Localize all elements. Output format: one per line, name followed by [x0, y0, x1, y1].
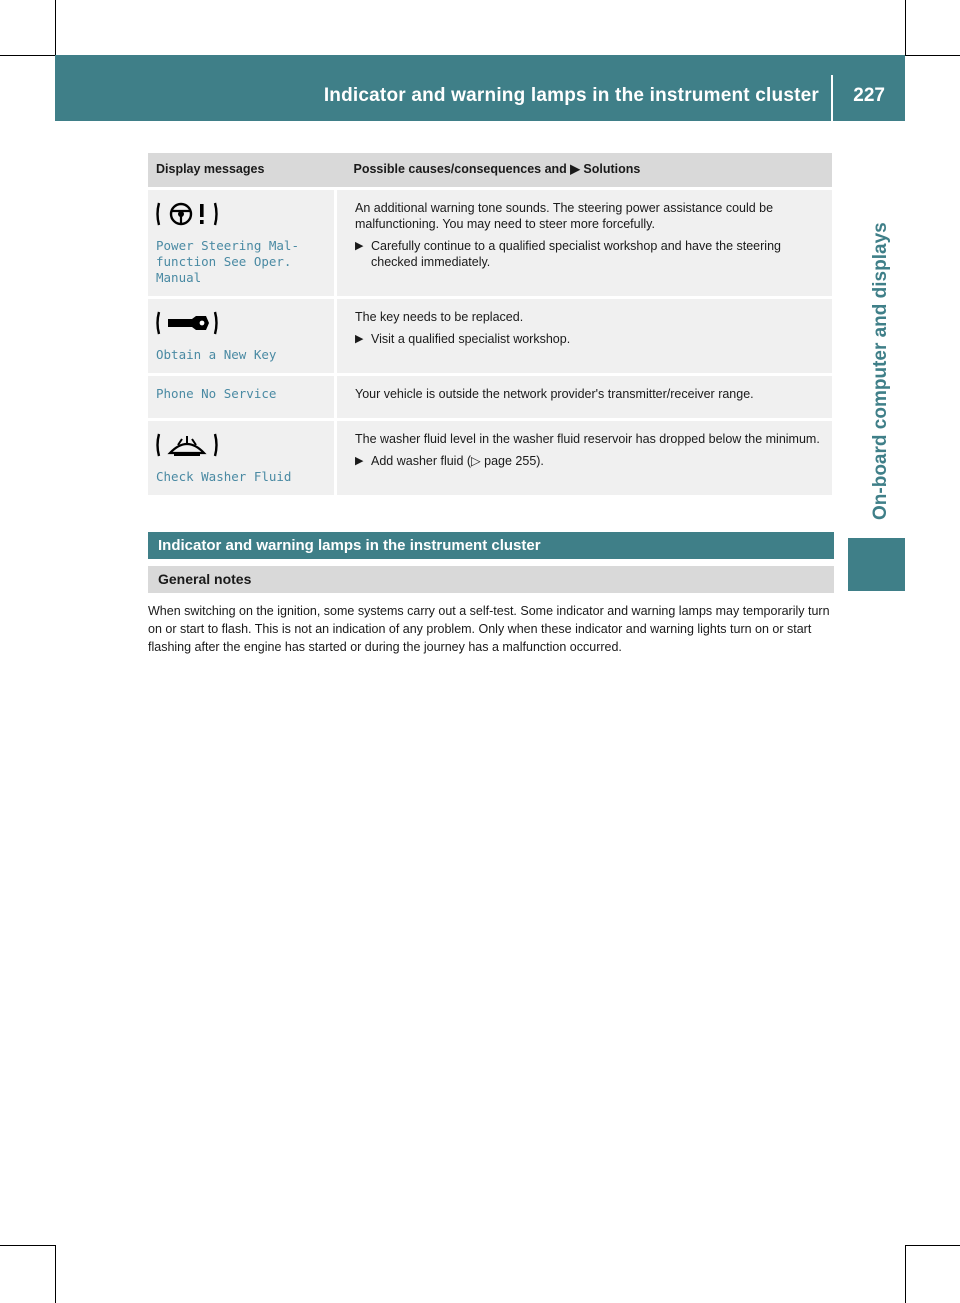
- display-message-text: Obtain a New Key: [156, 347, 277, 362]
- message-cell: [148, 420, 336, 496]
- crop-mark: [55, 0, 56, 55]
- solution-text: Add washer fluid (▷ page 255).: [371, 454, 544, 468]
- solution-step: [355, 331, 824, 347]
- side-tab-block: [848, 538, 905, 591]
- power-steering-warning-icon: [156, 200, 218, 232]
- cause-cell: [336, 189, 833, 298]
- solution-text: Visit a qualified specialist workshop.: [371, 332, 571, 346]
- arrow-icon: ▶: [355, 455, 364, 467]
- page-header: [55, 55, 905, 121]
- page-title: Indicator and warning lamps in the instrument cluster: [323, 85, 819, 106]
- section-heading: Indicator and warning lamps in the instrument cluster: [148, 532, 834, 559]
- display-message-text: Check Washer Fluid: [156, 469, 292, 484]
- table-row: [148, 375, 832, 420]
- crop-mark: [905, 55, 960, 56]
- solution-step: [355, 453, 824, 469]
- column-header-display-messages: Display messages: [148, 153, 336, 189]
- message-cell: [148, 298, 336, 375]
- cause-cell: [336, 298, 833, 375]
- column-header-solutions: Solutions: [583, 162, 641, 176]
- crop-mark: [905, 0, 906, 55]
- table-row: [148, 420, 832, 496]
- crop-mark: [0, 55, 55, 56]
- solution-step: [355, 238, 824, 270]
- cause-text: An additional warning tone sounds. The steering power assistance could be malfunctioning. You may need to steer more forcefully.: [355, 201, 774, 231]
- table-row: [148, 298, 832, 375]
- cause-text: The washer fluid level in the washer fluid reservoir has dropped below the minimum.: [355, 432, 820, 446]
- crop-mark: [905, 1245, 906, 1303]
- display-message-text: Power Steering Mal- function See Oper. Manual: [156, 238, 299, 285]
- column-header-causes-solutions: [336, 153, 833, 189]
- cause-text: Your vehicle is outside the network provider's transmitter/receiver range.: [355, 387, 754, 401]
- solution-text: Carefully continue to a qualified specialist workshop and have the steering checked immediately.: [371, 239, 781, 269]
- washer-fluid-icon: [156, 431, 218, 463]
- crop-mark: [55, 1245, 56, 1303]
- page-number: 227: [853, 85, 885, 106]
- subsection-heading: General notes: [148, 566, 834, 593]
- arrow-icon: ▶: [355, 333, 364, 345]
- cause-text: The key needs to be replaced.: [355, 310, 524, 324]
- header-divider: [831, 75, 833, 121]
- crop-mark: [905, 1245, 960, 1246]
- side-tab-label: On-board computer and displays: [870, 222, 891, 520]
- display-message-text: Phone No Service: [156, 386, 277, 401]
- body-paragraph: When switching on the ignition, some systems carry out a self-test. Some indicator and warning lamps may temporarily turn on or start to flash. This is not an indication of any problem. Only when these indicator and warning lights turn on or start flashing after the engine has started or during the journey has a malfunction occurred.: [148, 604, 830, 654]
- arrow-icon: ▶: [570, 162, 580, 176]
- display-messages-table: [148, 153, 832, 495]
- crop-mark: [0, 1245, 55, 1246]
- cause-cell: [336, 375, 833, 420]
- cause-cell: [336, 420, 833, 496]
- arrow-icon: ▶: [355, 240, 364, 252]
- table-row: [148, 189, 832, 298]
- message-cell: [148, 375, 336, 420]
- column-header-causes: Possible causes/consequences and: [353, 162, 567, 176]
- key-icon: [156, 309, 218, 341]
- table-header-row: [148, 153, 832, 189]
- message-cell: [148, 189, 336, 298]
